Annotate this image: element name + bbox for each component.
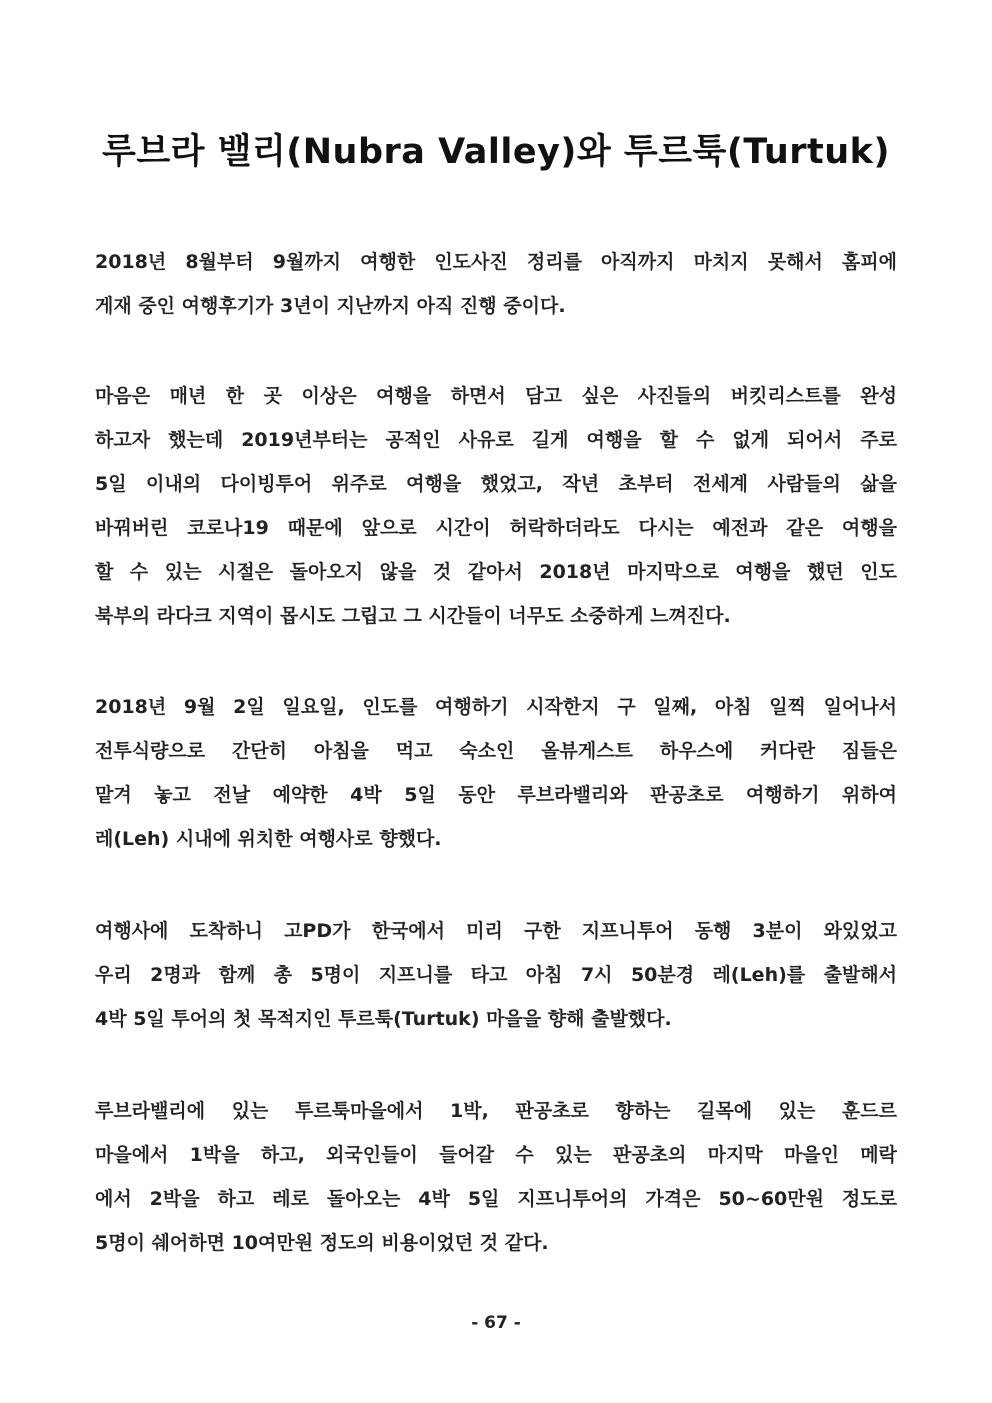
paragraph-line: 할 수 있는 시절은 돌아오지 않을 것 같아서 2018년 마지막으로 여행을 했던 인도 — [95, 561, 897, 583]
paragraph-line: 에서 2박을 하고 레로 돌아오는 4박 5일 지프니투어의 가격은 50~60만원 정도로 — [95, 1188, 897, 1210]
paragraph-line: 2018년 9월 2일 일요일, 인도를 여행하기 시작한지 구 일째, 아침 일찍 일어나서 — [95, 696, 897, 718]
paragraph-line: 마을에서 1박을 하고, 외국인들이 들어갈 수 있는 판공초의 마지막 마을인 메락 — [95, 1144, 897, 1166]
paragraph-line: 바꿔버린 코로나19 때문에 앞으로 시간이 허락하더라도 다시는 예전과 같은 여행을 — [95, 517, 897, 539]
paragraph-2 — [95, 374, 897, 638]
paragraph-5 — [95, 1089, 897, 1265]
paragraph-line: 북부의 라다크 지역이 몹시도 그립고 그 시간들이 너무도 소중하게 느껴진다. — [95, 605, 731, 627]
paragraph-line: 4박 5일 투어의 첫 목적지인 투르툭(Turtuk) 마을을 향해 출발했다. — [95, 1008, 672, 1030]
paragraph-4 — [95, 909, 897, 1041]
paragraph-line: 5일 이내의 다이빙투어 위주로 여행을 했었고, 작년 초부터 전세계 사람들의 삶을 — [95, 473, 897, 495]
paragraph-line: 하고자 했는데 2019년부터는 공적인 사유로 길게 여행을 할 수 없게 되어서 주로 — [95, 429, 897, 451]
paragraph-line: 5명이 쉐어하면 10여만원 정도의 비용이었던 것 같다. — [95, 1232, 549, 1254]
paragraph-line: 레(Leh) 시내에 위치한 여행사로 향했다. — [95, 828, 442, 850]
paragraph-line: 여행사에 도착하니 고PD가 한국에서 미리 구한 지프니투어 동행 3분이 와있었고 — [95, 920, 897, 942]
paragraph-line: 2018년 8월부터 9월까지 여행한 인도사진 정리를 아직까지 마치지 못해서 홈피에 — [95, 251, 897, 273]
paragraph-line: 게재 중인 여행후기가 3년이 지난까지 아직 진행 중이다. — [95, 295, 566, 317]
page-number: - 67 - — [471, 1313, 521, 1333]
paragraph-1 — [95, 240, 897, 328]
paragraph-3 — [95, 685, 897, 861]
paragraph-line: 전투식량으로 간단히 아침을 먹고 숙소인 올뷰게스트 하우스에 커다란 짐들은 — [95, 740, 897, 762]
page-title: 루브라 밸리(Nubra Valley)와 투르툭(Turtuk) — [102, 132, 890, 172]
paragraph-line: 맡겨 놓고 전날 예약한 4박 5일 동안 루브라밸리와 판공초로 여행하기 위하여 — [95, 784, 897, 806]
paragraph-line: 루브라밸리에 있는 투르툭마을에서 1박, 판공초로 향하는 길목에 있는 훈드르 — [95, 1100, 897, 1122]
paragraph-line: 우리 2명과 함께 총 5명이 지프니를 타고 아침 7시 50분경 레(Leh)를 출발해서 — [95, 964, 897, 986]
paragraph-line: 마음은 매년 한 곳 이상은 여행을 하면서 담고 싶은 사진들의 버킷리스트를 완성 — [95, 385, 897, 407]
